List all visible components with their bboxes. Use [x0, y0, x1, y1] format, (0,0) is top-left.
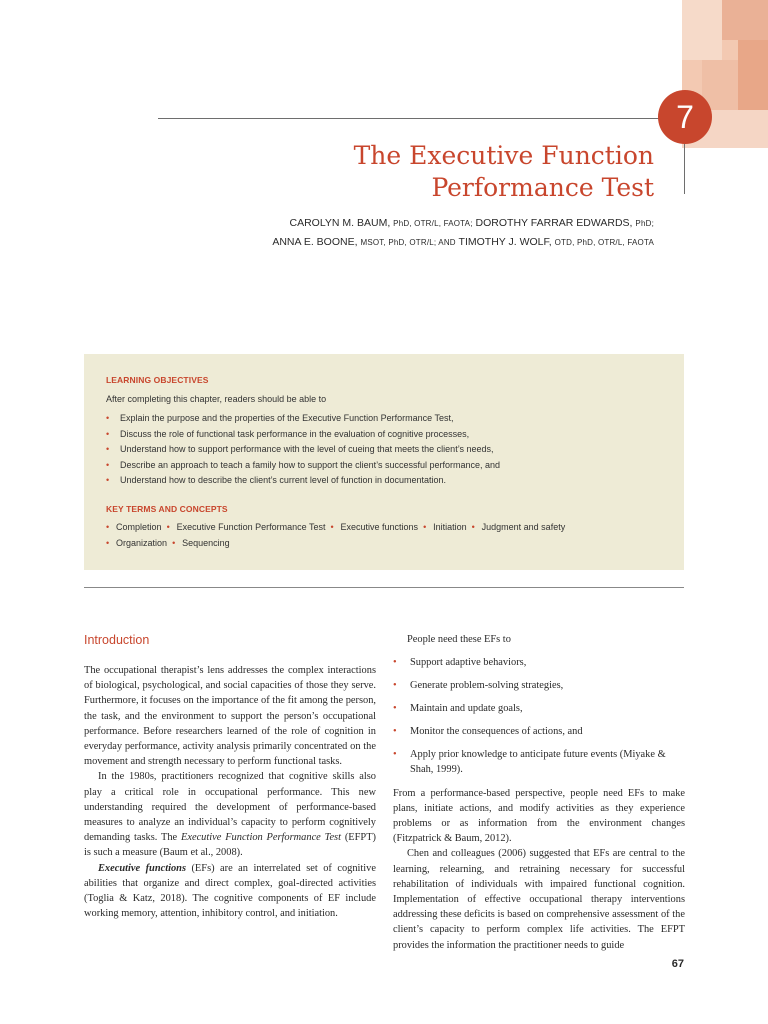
left-column: [84, 632, 376, 921]
key-term-highlight: Executive functions: [98, 862, 187, 874]
paragraph: In the 1980s, practitioners recognized that cognitive skills also play a critical role in occupational performance. This new understanding required the development of performance-based measures to analyze an individual’s capacity to perform cognitively demanding tasks. The Executive Function Performance Test (EFPT) is such a measure (Baum et al., 2008).: [84, 771, 376, 859]
author-name: ANNA E. BOONE,: [272, 236, 358, 248]
list-item: • Understand how to support performance with the level of cueing that meets the client’s needs,: [106, 442, 500, 458]
list-item: • Discuss the role of functional task performance in the evaluation of cognitive processes,: [106, 427, 500, 443]
paragraph: From a performance-based perspective, people need EFs to make plans, initiate actions, and modify activities as they experience problems or as information from the environment changes (Fitzpatrick & Baum, 2012).: [393, 787, 685, 845]
list-item: • Monitor the consequences of actions, and: [393, 724, 685, 739]
list-item: • Explain the purpose and the properties of the Executive Function Performance Test,: [106, 411, 500, 427]
emphasized-term: Executive Function Performance Test: [181, 832, 341, 844]
author-credentials: PhD;: [635, 219, 654, 228]
author-credentials: OTD, PhD, OTR/L, FAOTA: [554, 238, 654, 247]
list-item: • Describe an approach to teach a family how to support the client’s successful performance, and: [106, 458, 500, 474]
bullet-icon: •: [106, 522, 110, 532]
chapter-title: [214, 140, 654, 204]
key-terms-list: [106, 520, 676, 551]
header-rule: [158, 118, 686, 119]
bullet-icon: •: [393, 749, 397, 761]
author-name: DOROTHY FARRAR EDWARDS,: [475, 217, 633, 229]
bullet-icon: •: [423, 522, 427, 532]
bullet-icon: •: [471, 522, 475, 532]
bullet-icon: •: [393, 657, 397, 669]
bullet-icon: •: [106, 459, 110, 470]
chapter-number-badge: 7: [658, 90, 712, 144]
author-line-2: [134, 233, 654, 252]
bullet-icon: •: [106, 413, 110, 423]
bullet-icon: •: [330, 522, 334, 532]
key-term: • Completion: [106, 522, 162, 532]
list-item: • Understand how to describe the client’s current level of function in documentation.: [106, 473, 500, 489]
section-heading-introduction: Introduction: [84, 633, 150, 647]
key-term: • Executive functions: [328, 522, 418, 532]
author-name: TIMOTHY J. WOLF,: [458, 236, 552, 248]
learning-objectives-intro: After completing this chapter, readers should be able to: [106, 394, 327, 404]
bullet-icon: •: [172, 537, 176, 548]
paragraph: Chen and colleagues (2006) suggested that EFs are central to the learning, relearning, and retraining necessary for successful rehabilitation of individuals with impaired functional cognition. Implementation of effective occupational therapy interventions addressing these deficits is based on comprehensive assessment of the client’s capacity to perform complex life activities. The EFPT provides the information the practitioner needs to guide: [393, 848, 685, 951]
bullet-icon: •: [106, 428, 110, 439]
learning-objectives-box: [84, 354, 684, 570]
paragraph: Executive functions (EFs) are an interrelated set of cognitive abilities that organize and direct complex, goal-directed activities (Toglia & Katz, 2018). The cognitive components of EF include working memory, attention, inhibitory control, and initiation.: [84, 862, 376, 920]
bullet-icon: •: [393, 726, 397, 738]
right-column: [393, 632, 685, 953]
bullet-icon: •: [106, 537, 110, 548]
learning-objectives-list: [106, 411, 500, 489]
ef-list: [393, 655, 685, 777]
key-term: • Executive Function Performance Test: [164, 522, 325, 532]
learning-objectives-heading: LEARNING OBJECTIVES: [106, 375, 209, 385]
bullet-icon: •: [106, 444, 110, 454]
key-terms-heading: KEY TERMS AND CONCEPTS: [106, 504, 228, 514]
list-item: • Maintain and update goals,: [393, 701, 685, 716]
list-item: • Support adaptive behaviors,: [393, 655, 685, 670]
author-credentials: PhD, OTR/L, FAOTA;: [393, 219, 473, 228]
key-term: • Organization: [106, 538, 167, 548]
key-term: • Judgment and safety: [469, 522, 565, 532]
bullet-icon: •: [393, 703, 397, 715]
bullet-icon: •: [106, 475, 110, 485]
bullet-icon: •: [166, 522, 170, 532]
author-credentials: MSOT, PhD, OTR/L; AND: [360, 238, 456, 247]
chapter-title-line-2: Performance Test: [431, 173, 654, 202]
bullet-icon: •: [393, 680, 397, 692]
list-lead: People need these EFs to: [407, 634, 511, 645]
list-item: • Generate problem-solving strategies,: [393, 678, 685, 693]
section-divider: [84, 587, 684, 588]
key-term: • Initiation: [421, 522, 467, 532]
chapter-title-line-1: The Executive Function: [353, 141, 654, 170]
list-item: • Apply prior knowledge to anticipate future events (Miyake & Shah, 1999).: [393, 749, 666, 776]
author-list: [134, 214, 654, 252]
paragraph: The occupational therapist’s lens addresses the complex interactions of biological, psychological, and social capacities of those they serve. Furthermore, it focuses on the importance of the fit among the person, the task, and the environment to support the person’s occupational performance. Before researchers learned of the role of cognition in everyday performance, activity analysis primarily concentrated on the movement and strength necessary to perform functional tasks.: [84, 665, 376, 768]
key-term: • Sequencing: [170, 538, 230, 548]
page-number: 67: [671, 958, 684, 970]
author-line-1: [134, 214, 654, 233]
author-name: CAROLYN M. BAUM,: [289, 217, 391, 229]
